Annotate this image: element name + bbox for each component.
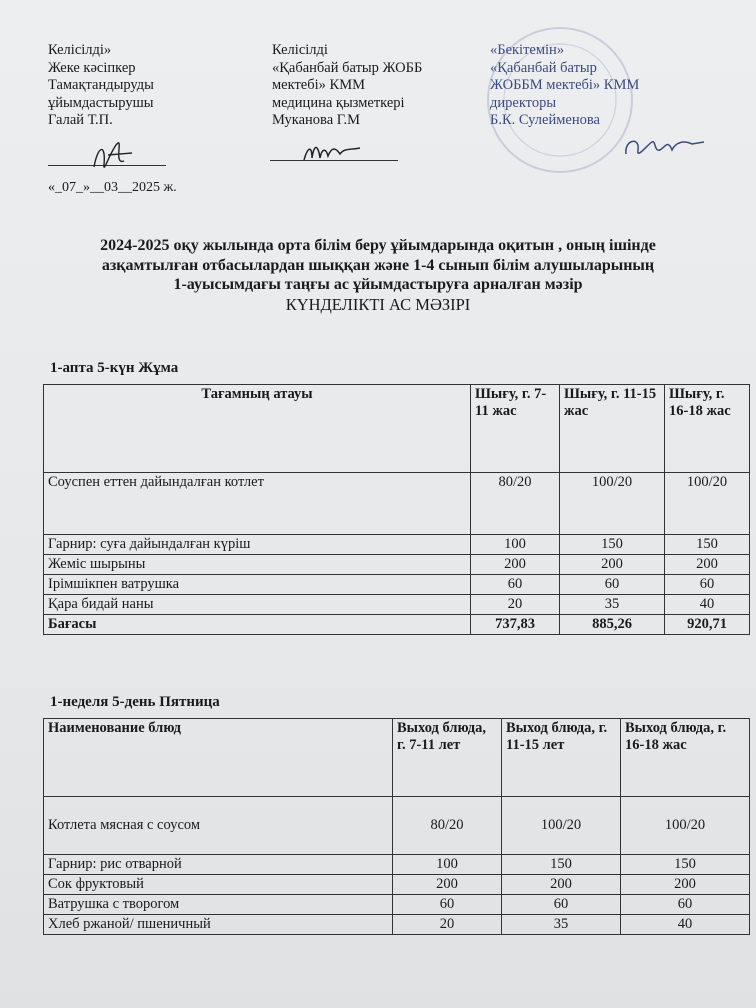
value-cell: 200: [560, 555, 665, 575]
value-cell: 200: [471, 555, 560, 575]
dish-cell: Гарнир: суға дайындалған күріш: [44, 535, 471, 555]
value-cell: 20: [393, 915, 502, 935]
value-cell: 200: [621, 875, 750, 895]
header-cell: Выход блюда, г. 7-11 лет: [393, 719, 502, 797]
price-value: 920,71: [665, 615, 750, 635]
dish-cell: Хлеб ржаной/ пшеничный: [44, 915, 393, 935]
approval-line: Келісілді: [272, 42, 328, 58]
approval-line: медицина қызметкері: [272, 94, 405, 111]
approval-block-medical: [272, 42, 422, 130]
price-value: 737,83: [471, 615, 560, 635]
value-cell: 150: [502, 855, 621, 875]
dish-cell: Қара бидай наны: [44, 595, 471, 615]
approval-line: «Бекітемін»: [490, 42, 565, 58]
approval-line: «Қабанбай батыр ЖОББ: [272, 59, 423, 76]
title-heading: КҮНДЕЛІКТІ АС МӘЗІРІ: [285, 294, 471, 314]
approval-line: мектебі» КММ: [272, 77, 365, 93]
header-cell: Наименование блюд: [44, 719, 393, 797]
value-cell: 100: [471, 535, 560, 555]
approval-line: ұйымдастырушы: [48, 94, 154, 111]
value-cell: 150: [560, 535, 665, 555]
value-cell: 40: [621, 915, 750, 935]
value-cell: 20: [471, 595, 560, 615]
value-cell: 60: [502, 895, 621, 915]
dish-cell: Гарнир: рис отварной: [44, 855, 393, 875]
header-cell: Выход блюда, г. 16-18 жас: [621, 719, 750, 797]
value-cell: 200: [502, 875, 621, 895]
dish-cell: Котлета мясная с соусом: [44, 797, 393, 855]
table-row: [44, 555, 750, 575]
table-row: [44, 535, 750, 555]
value-cell: 60: [471, 575, 560, 595]
price-value: 885,26: [560, 615, 665, 635]
header-cell: Выход блюда, г. 11-15 лет: [502, 719, 621, 797]
value-cell: 100/20: [621, 797, 750, 855]
table-row: [44, 575, 750, 595]
dish-cell: Жеміс шырыны: [44, 555, 471, 575]
approval-line: директоры: [490, 94, 557, 111]
value-cell: 40: [665, 595, 750, 615]
price-row: [44, 615, 750, 635]
approval-line: «Қабанбай батыр: [490, 59, 597, 76]
approval-line: Келісілді»: [48, 42, 112, 58]
price-label: Бағасы: [44, 615, 471, 635]
table-row: [44, 797, 750, 855]
value-cell: 100/20: [665, 473, 750, 535]
menu-title: [0, 236, 756, 314]
value-cell: 100/20: [502, 797, 621, 855]
approval-block-contractor: [48, 42, 154, 130]
value-cell: 60: [393, 895, 502, 915]
value-cell: 150: [621, 855, 750, 875]
title-line: 1-ауысымдағы таңғы ас ұйымдастыруға арналған мәзір: [173, 276, 583, 293]
value-cell: 80/20: [471, 473, 560, 535]
approval-line: Муканова Г.М: [272, 112, 361, 128]
value-cell: 200: [393, 875, 502, 895]
dish-cell: Соуспен еттен дайындалған котлет: [44, 473, 471, 535]
table-row: [44, 895, 750, 915]
menu-table-ru: [43, 718, 750, 935]
value-cell: 100: [393, 855, 502, 875]
value-cell: 35: [502, 915, 621, 935]
menu-table-kz: [43, 384, 750, 635]
table-row: [44, 875, 750, 895]
value-cell: 150: [665, 535, 750, 555]
approval-line: ЖОББМ мектебі» КММ: [490, 77, 640, 93]
value-cell: 80/20: [393, 797, 502, 855]
approval-line: Жеке кәсіпкер: [48, 59, 136, 76]
approval-line: Галай Т.П.: [48, 112, 113, 128]
value-cell: 200: [665, 555, 750, 575]
value-cell: 60: [665, 575, 750, 595]
approval-line: Б.К. Сулейменова: [490, 112, 600, 128]
value-cell: 100/20: [560, 473, 665, 535]
signature-contractor: [88, 135, 138, 180]
week-label-ru: 1-неделя 5-день Пятница: [50, 694, 220, 710]
dish-cell: Сок фруктовый: [44, 875, 393, 895]
dish-cell: Ірімшікпен ватрушка: [44, 575, 471, 595]
header-cell: Шығу, г. 16-18 жас: [665, 385, 750, 473]
table-row: [44, 595, 750, 615]
table-row: [44, 915, 750, 935]
header-cell: Шығу, г. 7-11 жас: [471, 385, 560, 473]
table-header-row: [44, 385, 750, 473]
signature-medical: [300, 138, 370, 168]
table-row: [44, 473, 750, 535]
value-cell: 60: [621, 895, 750, 915]
dish-cell: Ватрушка с творогом: [44, 895, 393, 915]
title-line: азқамтылған отбасылардан шыққан және 1-4 сынып білім алушыларының: [101, 256, 655, 274]
header-cell: Шығу, г. 11-15 жас: [560, 385, 665, 473]
value-cell: 60: [560, 575, 665, 595]
approval-block-director: [490, 42, 639, 130]
header-cell: Тағамның атауы: [44, 385, 471, 473]
approval-line: Тамақтандыруды: [48, 77, 154, 93]
week-label-kz: 1-апта 5-күн Жұма: [50, 360, 179, 376]
approval-date: «_07_»__03__2025 ж.: [48, 180, 177, 195]
signature-director: [620, 130, 710, 165]
value-cell: 35: [560, 595, 665, 615]
title-line: 2024-2025 оқу жылында орта білім беру ұйымдарында оқитын , оның ішінде: [100, 237, 656, 254]
table-header-row: [44, 719, 750, 797]
table-row: [44, 855, 750, 875]
